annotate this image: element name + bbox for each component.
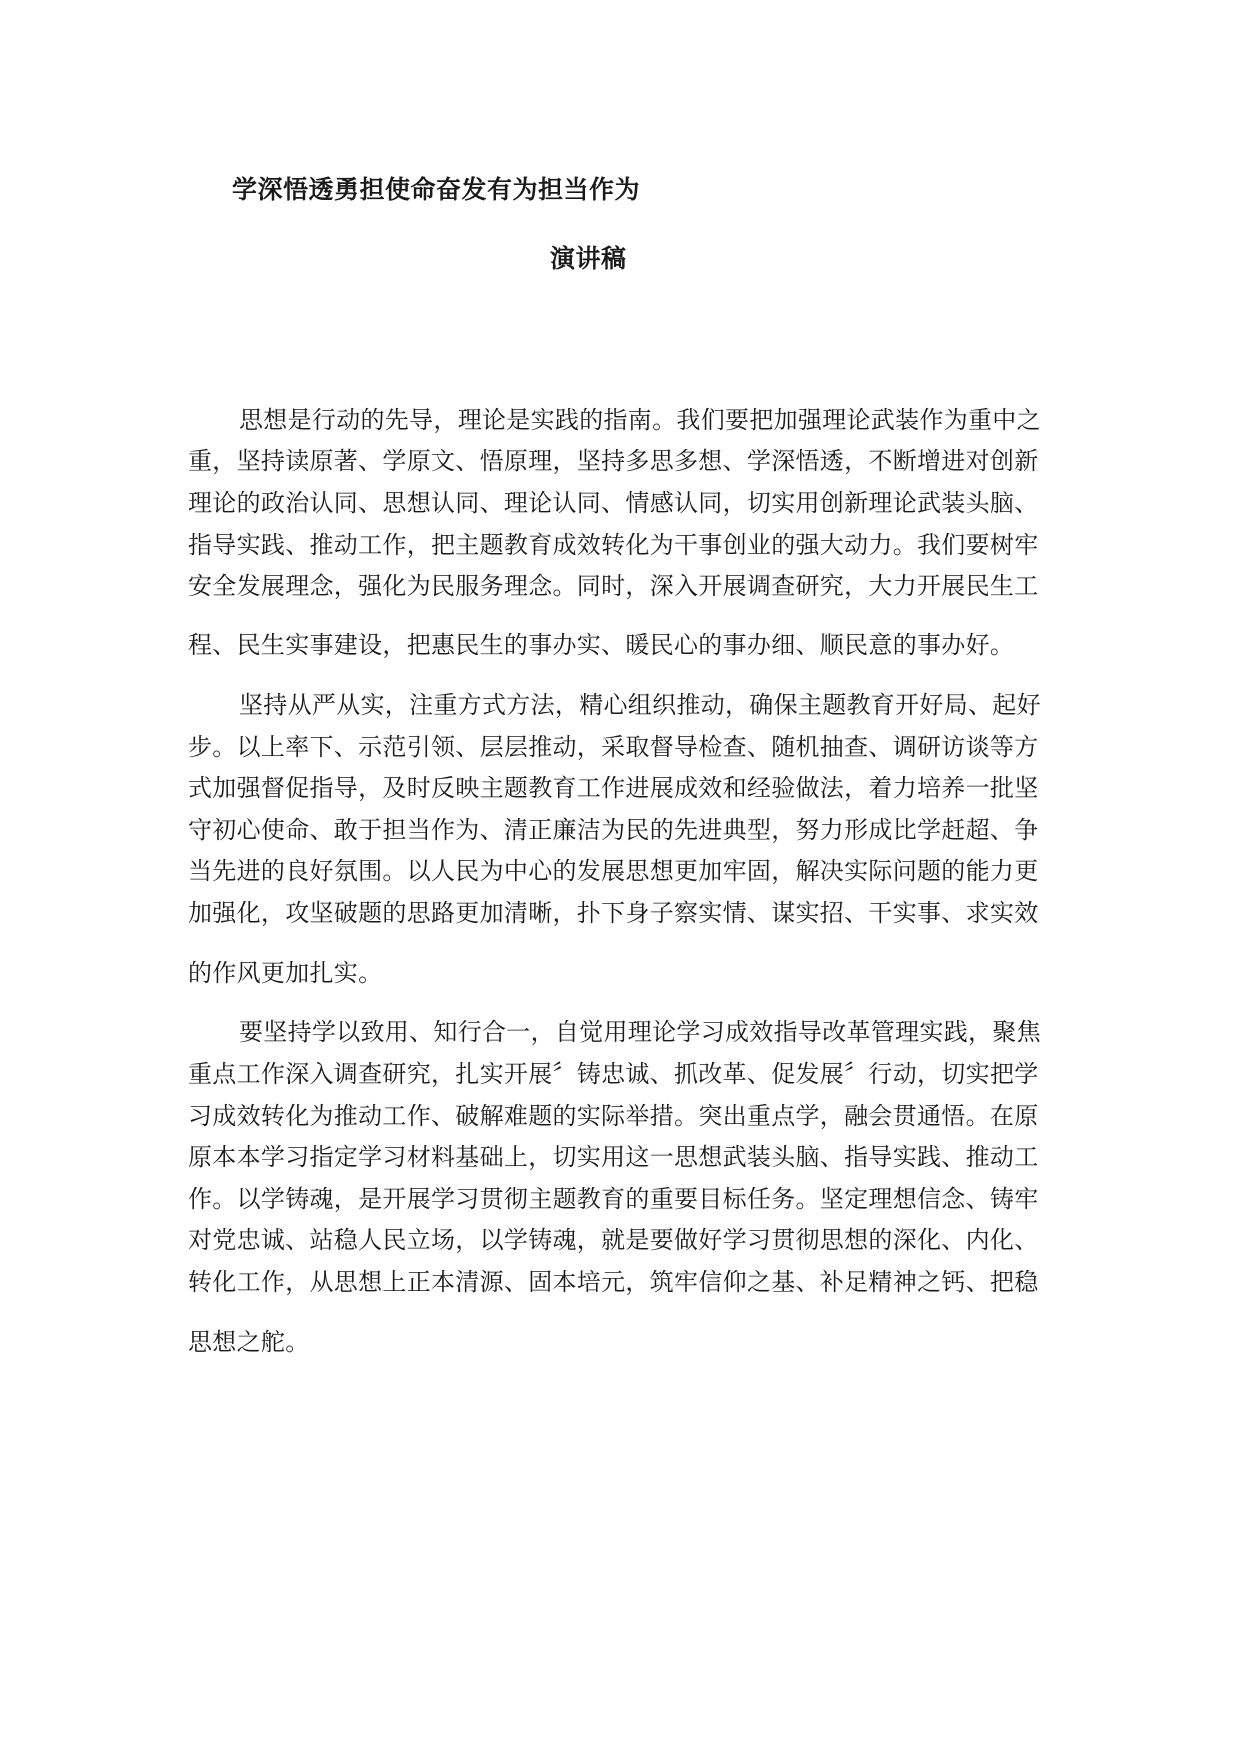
paragraph-line: 作。以学铸魂，是开展学习贯彻主题教育的重要目标任务。坚定理想信念、铸牢 bbox=[188, 1185, 1039, 1213]
paragraph-line: 步。以上率下、示范引领、层层推动，采取督导检查、随机抽查、调研访谈等方 bbox=[188, 733, 1039, 761]
paragraph-line: 程、民生实事建设，把惠民生的事办实、暖民心的事办细、顺民意的事办好。 bbox=[188, 631, 1015, 659]
paragraph-line: 加强化，攻坚破题的思路更加清晰，扑下身子察实情、谋实招、干实事、求实效 bbox=[188, 899, 1039, 927]
paragraph-line: 重，坚持读原著、学原文、悟原理，坚持多思多想、学深悟透，不断增进对创新 bbox=[188, 447, 1039, 475]
paragraph-line: 安全发展理念，强化为民服务理念。同时，深入开展调查研究，大力开展民生工 bbox=[188, 572, 1039, 600]
paragraph-line: 思想之舵。 bbox=[188, 1328, 310, 1356]
paragraph-line: 理论的政治认同、思想认同、理论认同、情感认同，切实用创新理论武装头脑、 bbox=[188, 489, 1039, 517]
paragraph-line: 习成效转化为推动工作、破解难题的实际举措。突出重点学，融会贯通悟。在原 bbox=[188, 1102, 1039, 1130]
paragraph-line: 式加强督促指导，及时反映主题教育工作进展成效和经验做法，着力培养一批坚 bbox=[188, 774, 1039, 802]
document-subtitle: 演讲稿 bbox=[550, 244, 627, 273]
paragraph-line: 重点工作深入调查研究，扎实开展〞铸忠诚、抓改革、促发展〞行动，切实把学 bbox=[188, 1060, 1039, 1088]
paragraph-line: 守初心使命、敢于担当作为、清正廉洁为民的先进典型，努力形成比学赶超、争 bbox=[188, 816, 1039, 844]
paragraph-line: 对党忠诚、站稳人民立场，以学铸魂，就是要做好学习贯彻思想的深化、内化、 bbox=[188, 1226, 1039, 1254]
paragraph-line: 转化工作，从思想上正本清源、固本培元，筑牢信仰之基、补足精神之钙、把稳 bbox=[188, 1268, 1039, 1296]
paragraph-line: 要坚持学以致用、知行合一，自觉用理论学习成效指导改革管理实践，聚焦 bbox=[239, 1018, 1041, 1046]
paragraph-line: 原本本学习指定学习材料基础上，切实用这一思想武装头脑、指导实践、推动工 bbox=[188, 1143, 1039, 1171]
paragraph-line: 坚持从严从实，注重方式方法，精心组织推动，确保主题教育开好局、起好 bbox=[239, 691, 1041, 719]
paragraph-line: 指导实践、推动工作，把主题教育成效转化为干事创业的强大动力。我们要树牢 bbox=[188, 531, 1039, 559]
paragraph-line: 思想是行动的先导，理论是实践的指南。我们要把加强理论武装作为重中之 bbox=[239, 406, 1041, 434]
paragraph-line: 的作风更加扎实。 bbox=[188, 959, 383, 987]
document-title: 学深悟透勇担使命奋发有为担当作为 bbox=[232, 175, 641, 204]
paragraph-line: 当先进的良好氛围。以人民为中心的发展思想更加牢固，解决实际问题的能力更 bbox=[188, 857, 1039, 885]
